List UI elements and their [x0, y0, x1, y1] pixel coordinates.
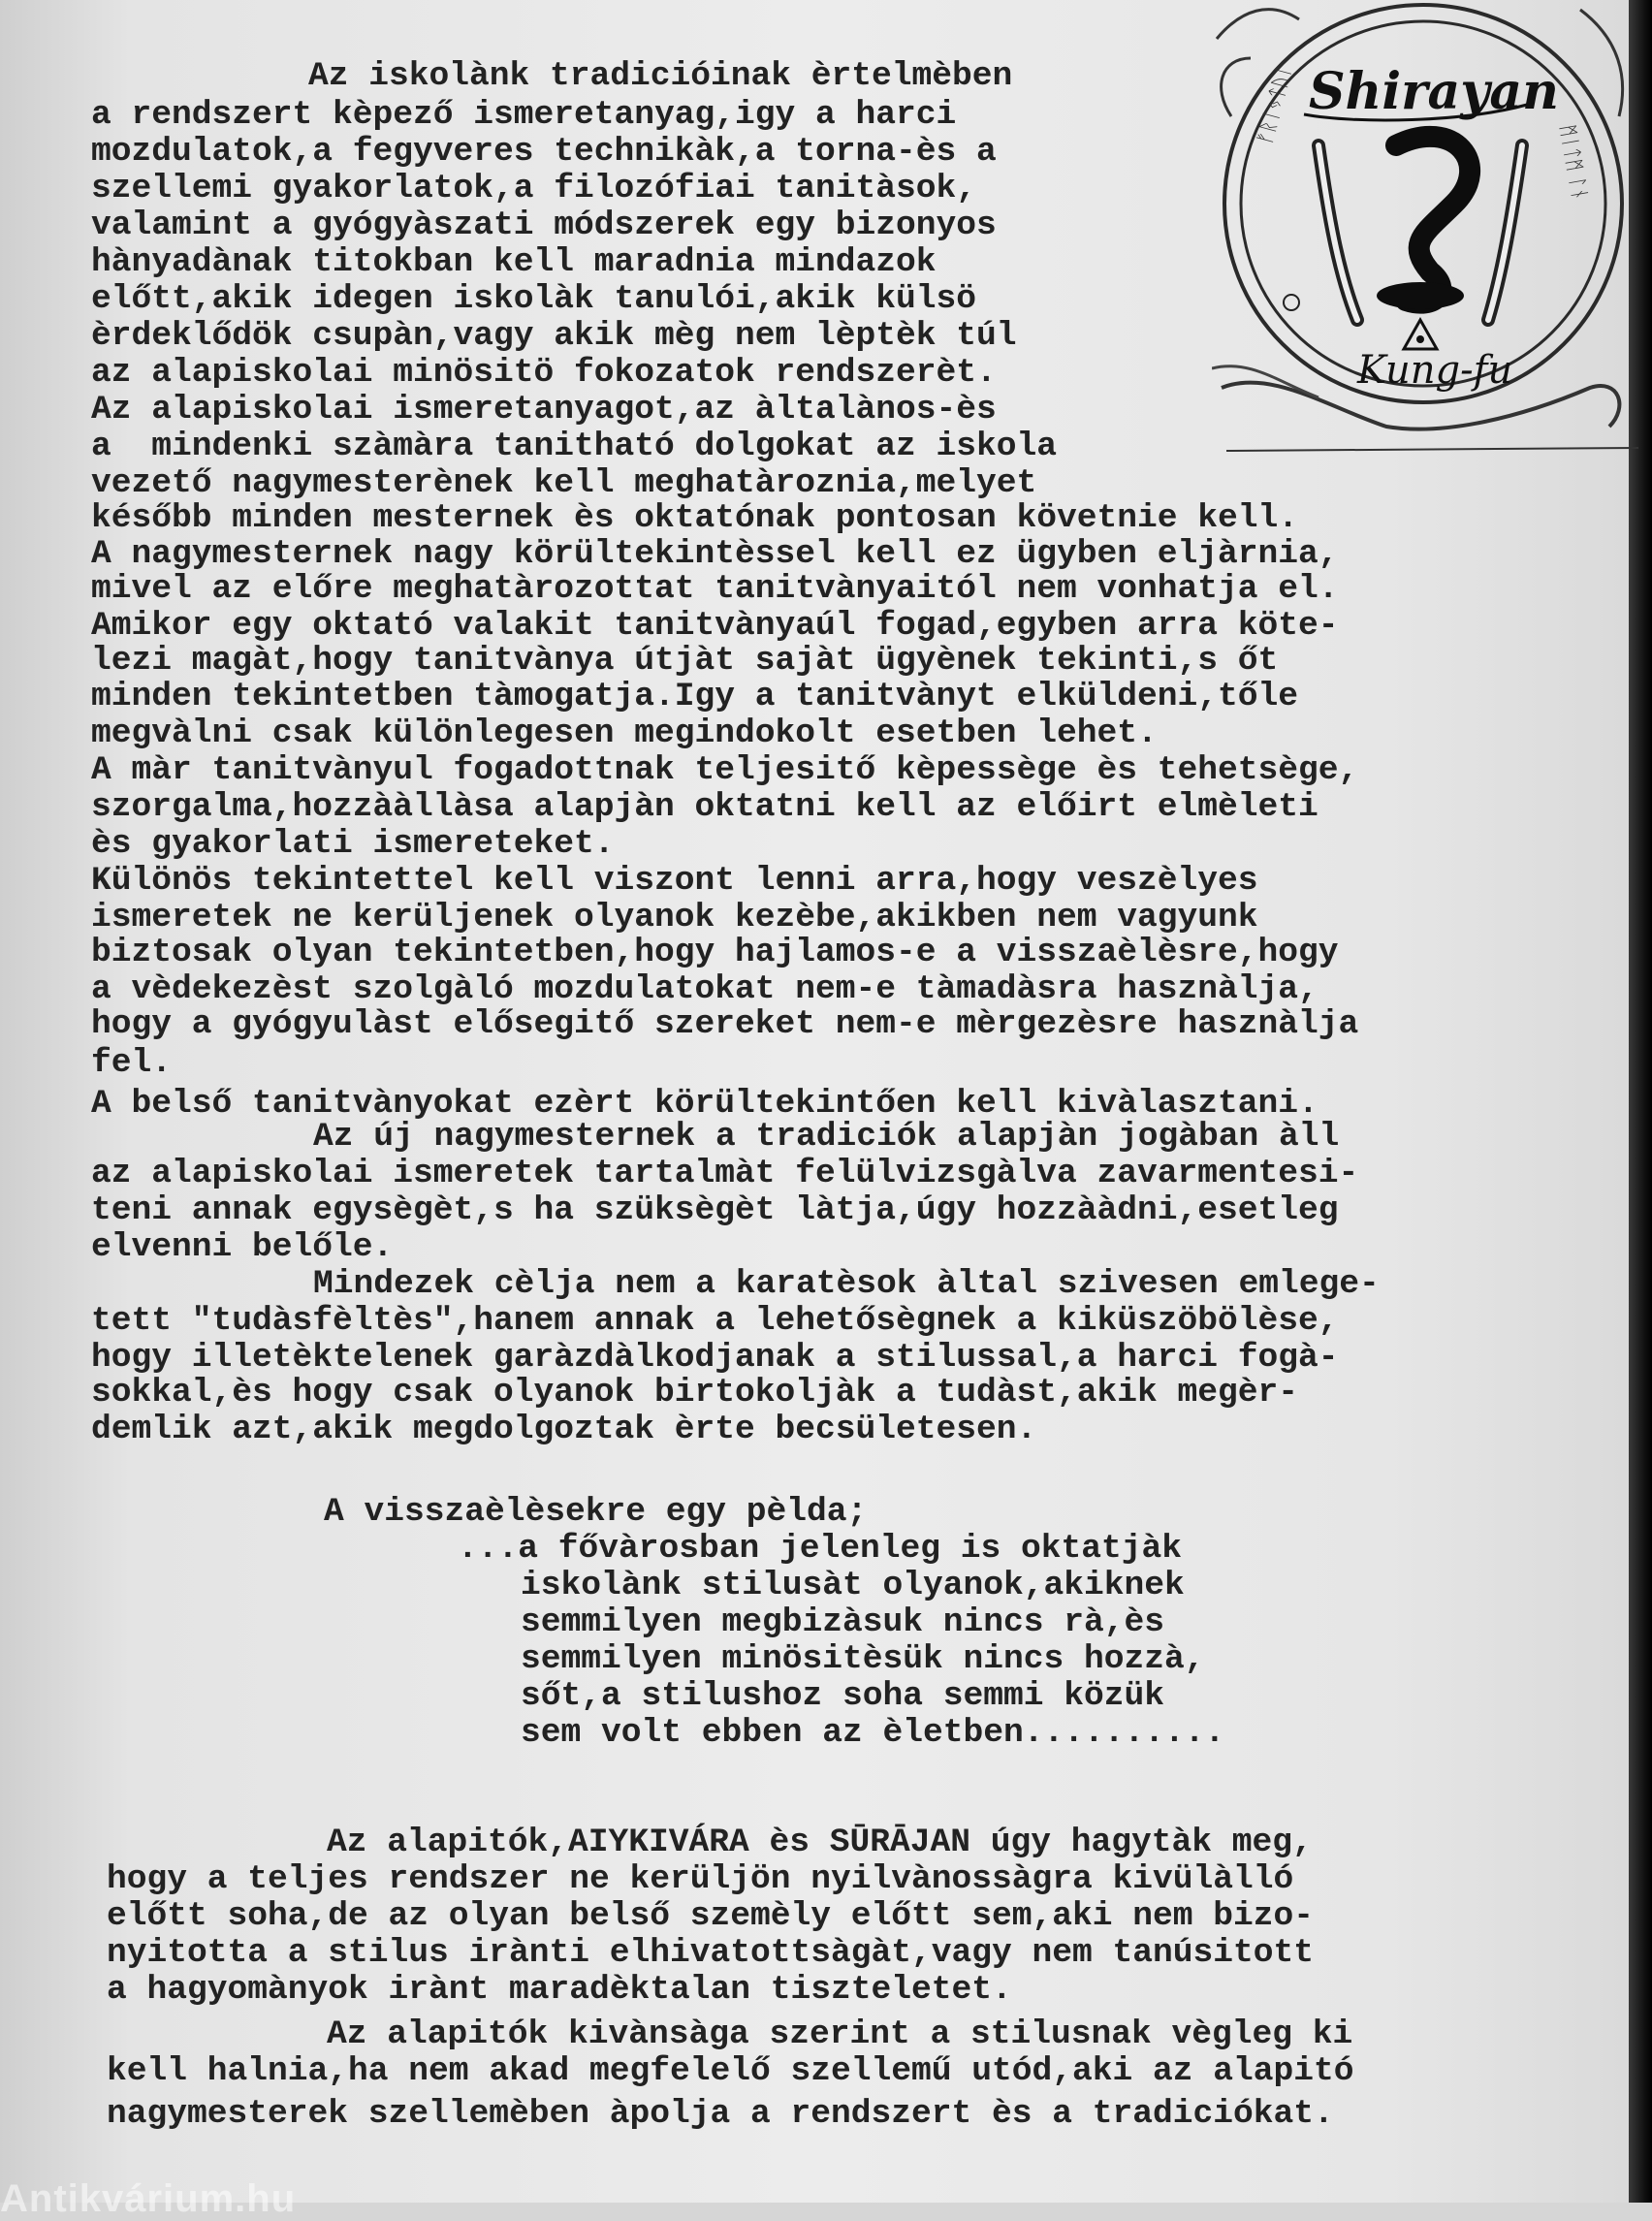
text-line: a vèdekezèst szolgàló mozdulatokat nem-e tàmadàsra hasznàlja,	[91, 970, 1318, 1008]
text-line: A nagymesternek nagy körültekintèssel kell ez ügyben eljàrnia,	[91, 535, 1339, 573]
text-line: kell halnia,ha nem akad megfelelő szellemű utód,aki az alapitó	[107, 2052, 1354, 2090]
text-line: ès gyakorlati ismereteket.	[91, 825, 615, 863]
text-line: minden tekintetben tàmogatja.Igy a tanitvànyt elküldeni,tőle	[91, 678, 1299, 715]
text-line: ismeretek ne kerüljenek olyanok kezèbe,akikben nem vagyunk	[91, 899, 1258, 936]
text-line: tett "tudàsfèltès",hanem annak a lehetősègnek a kiküszöbölèse,	[91, 1302, 1339, 1340]
triangle-dot	[1416, 335, 1424, 343]
text-line: èrdeklődök csupàn,vagy akik mèg nem lèptèk túl	[91, 317, 1017, 355]
text-line: hànyadànak titokban kell maradnia mindazok	[91, 243, 937, 281]
text-line: lezi magàt,hogy tanitvànya útjàt sajàt ügyènek tekinti,s őt	[91, 642, 1279, 680]
shirayan-kung-fu-logo	[1212, 0, 1638, 456]
text-line: A belső tanitvànyokat ezèrt körültekintően kell kivàlasztani.	[91, 1085, 1318, 1123]
text-line: az alapiskolai ismeretek tartalmàt felülvizsgàlva zavarmentesi-	[91, 1155, 1359, 1192]
text-line: A màr tanitvànyul fogadottnak teljesitő kèpessège ès tehetsège,	[91, 751, 1359, 789]
text-line: ...a fővàrosban jelenleg is oktatjàk	[458, 1530, 1183, 1568]
text-line: mozdulatok,a fegyveres technikàk,a torna-ès a	[91, 133, 997, 171]
text-line: előtt,akik idegen iskolàk tanulói,akik külsö	[91, 280, 977, 318]
text-line: A visszaèlèsekre egy pèlda;	[324, 1493, 868, 1531]
text-line: semmilyen minösitèsük nincs hozzà,	[521, 1640, 1205, 1678]
logo-bottom-text: Kung-fu	[1357, 348, 1513, 393]
text-line: nagymesterek szellemèben àpolja a rendszert ès a tradiciókat.	[107, 2095, 1334, 2133]
text-line: a mindenki szàmàra tanitható dolgokat az iskola	[91, 428, 1058, 465]
text-line: fel.	[91, 1044, 173, 1082]
text-line: elvenni belőle.	[91, 1228, 394, 1266]
text-line: később minden mesternek ès oktatónak pontosan követnie kell.	[91, 499, 1299, 537]
text-line: Az alapitók,AIYKIVÁRA ès SŪRĀJAN úgy hagytàk meg,	[327, 1824, 1313, 1861]
logo-underline	[1226, 448, 1638, 451]
text-line: előtt soha,de az olyan belső szemèly előtt sem,aki nem bizo-	[107, 1897, 1315, 1935]
cobra-coil	[1377, 282, 1464, 309]
text-line: Mindezek cèlja nem a karatèsok àltal szivesen emlege-	[313, 1265, 1380, 1303]
glyph-row-left: ᚠᚱᛁᛃᛏᚢᛚ	[1252, 61, 1296, 147]
text-line: Különös tekintettel kell viszont lenni arra,hogy veszèlyes	[91, 862, 1258, 900]
text-line: valamint a gyógyàszati módszerek egy bizonyos	[91, 206, 997, 244]
watermark: Antikvárium.hu	[0, 2177, 297, 2220]
text-line: a hagyomànyok irànt maradèktalan tiszteletet.	[107, 1971, 1012, 2009]
text-line: teni annak egysègèt,s ha szüksègèt làtja,úgy hozzààdni,esetleg	[91, 1191, 1339, 1229]
text-line: sőt,a stilushoz soha semmi közük	[521, 1677, 1165, 1715]
text-line: Az alapiskolai ismeretanyagot,az àltalànos-ès	[91, 391, 997, 428]
text-line: hogy a gyógyulàst elősegitő szereket nem-e mèrgezèsre hasznàlja	[91, 1005, 1359, 1043]
text-line: megvàlni csak különlegesen megindokolt esetben lehet.	[91, 714, 1158, 752]
text-line: vezető nagymesterènek kell meghatàroznia,melyet	[91, 464, 1037, 502]
text-line: hogy illetèktelenek garàzdàlkodjanak a stilussal,a harci fogà-	[91, 1339, 1339, 1377]
text-line: nyitotta a stilus irànti elhivatottsàgàt,vagy nem tanúsitott	[107, 1934, 1315, 1972]
cobra-icon	[1396, 137, 1470, 303]
triangle-symbol-icon	[1404, 320, 1437, 349]
text-line: Az iskolànk tradicióinak èrtelmèben	[308, 57, 1013, 95]
text-line: szellemi gyakorlatok,a filozófiai tanitàsok,	[91, 170, 977, 207]
small-circle-mark	[1284, 295, 1299, 310]
text-line: Az alapitók kivànsàga szerint a stilusnak vègleg ki	[327, 2015, 1353, 2053]
text-line: biztosak olyan tekintetben,hogy hajlamos-e a visszaèlèsre,hogy	[91, 934, 1339, 971]
text-line: hogy a teljes rendszer ne kerüljön nyilvànossàgra kivülàlló	[107, 1860, 1294, 1898]
text-line: az alapiskolai minösitö fokozatok rendszerèt.	[91, 354, 997, 392]
glyph-row-right: ᛗᛁᛏᛗ ᛚᚾ	[1556, 122, 1593, 203]
text-line: demlik azt,akik megdolgoztak èrte becsületesen.	[91, 1411, 1037, 1448]
text-line: Amikor egy oktató valakit tanitvànyaúl fogad,egyben arra köte-	[91, 607, 1339, 645]
text-line: iskolànk stilusàt olyanok,akiknek	[521, 1567, 1185, 1604]
text-line: semmilyen megbizàsuk nincs rà,ès	[521, 1603, 1165, 1641]
text-line: sem volt ebben az èletben..........	[521, 1714, 1225, 1752]
text-line: sokkal,ès hogy csak olyanok birtokoljàk a tudàst,akik megèr-	[91, 1374, 1299, 1412]
logo-top-text: Shirayan	[1309, 62, 1559, 121]
text-line: mivel az előre meghatàrozottat tanitvànyaitól nem vonhatja el.	[91, 570, 1339, 608]
text-line: szorgalma,hozzààllàsa alapjàn oktatni kell az előirt elmèleti	[91, 788, 1318, 826]
text-line: a rendszert kèpező ismeretanyag,igy a harci	[91, 96, 957, 134]
text-line: Az új nagymesternek a tradiciók alapjàn jogàban àll	[313, 1118, 1340, 1156]
